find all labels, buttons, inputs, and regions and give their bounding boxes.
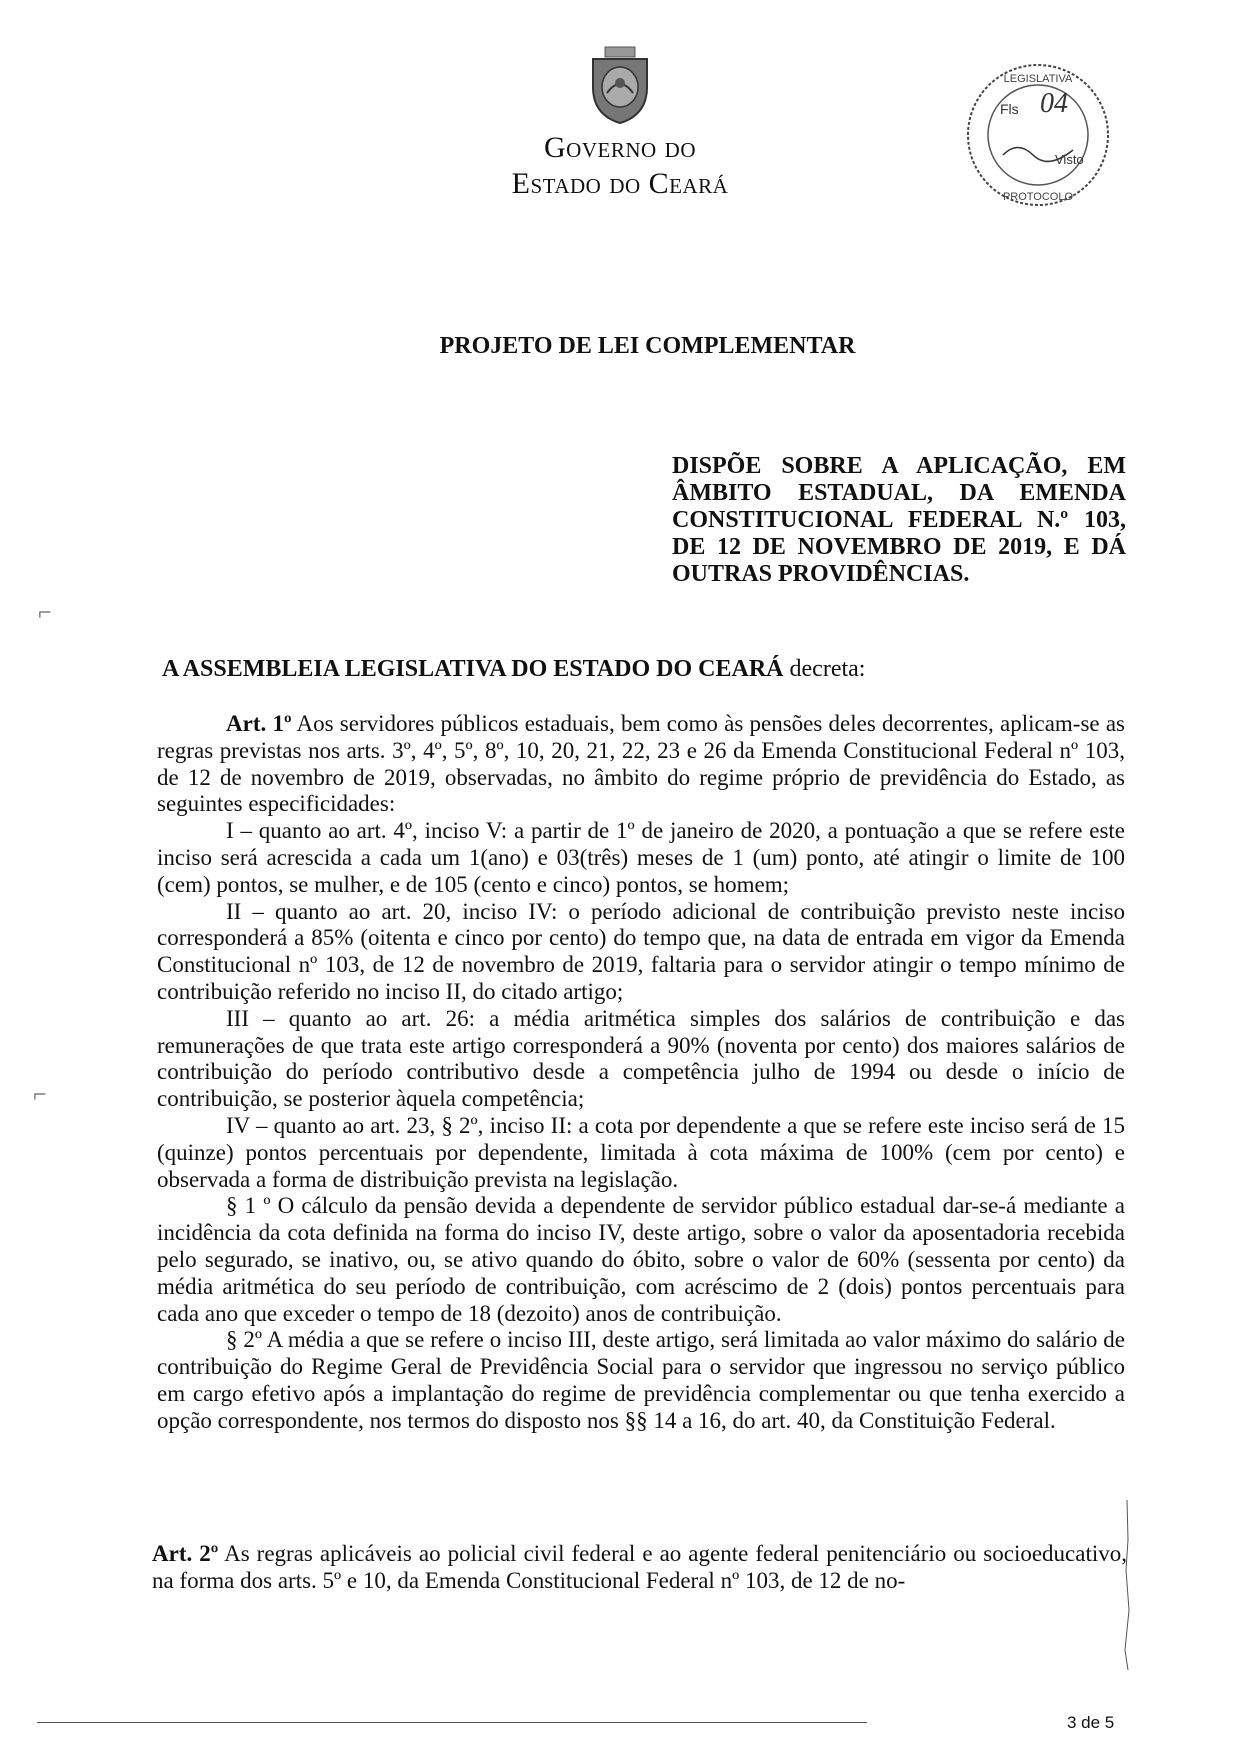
inciso-3: III – quanto ao art. 26: a média aritmética simples dos salários de contribuição e das remunerações de que trata este artigo corresponderá a 90% (noventa por cento) dos maiores salários de contribuição do período contributivo desde a competência julho de 1994 ou desde o início de contribuição, se posterior àquela competência;: [157, 1005, 1125, 1112]
protocol-stamp: [963, 60, 1113, 210]
decree-verb: decreta:: [783, 656, 866, 682]
margin-mark-2: ⌐: [33, 1082, 47, 1108]
article-2-caput: [152, 1540, 1127, 1594]
stamp-page-number: 04: [1040, 88, 1068, 119]
article-1: [157, 711, 1125, 1435]
article-2-label: Art. 2º: [152, 1541, 219, 1566]
article-1-caput: [157, 711, 1125, 818]
state-crest-icon: [585, 45, 655, 125]
inciso-2: II – quanto ao art. 20, inciso IV: o período adicional de contribuição previsto neste inciso corresponderá a 85% (oitenta e cinco por cento) do tempo que, na data de entrada em vigor da Emenda Constitucional nº 103, de 12 de novembro de 2019, faltaria para o servidor atingir o tempo mínimo de contribuição referido no inciso II, do citado artigo;: [157, 898, 1125, 1004]
page-number: 3 de 5: [1067, 1713, 1115, 1732]
document-summary: DISPÕE SOBRE A APLICAÇÃO, EM ÂMBITO ESTADUAL, DA EMENDA CONSTITUCIONAL FEDERAL N.º 103, DE 12 DE NOVEMBRO DE 2019, E DÁ OUTRAS PROVIDÊNCIAS.: [672, 453, 1126, 587]
stamp-visto-label: Visto: [1055, 152, 1084, 167]
decree-authority: A ASSEMBLEIA LEGISLATIVA DO ESTADO DO CEARÁ: [162, 656, 784, 682]
article-1-text: Aos servidores públicos estaduais, bem como às pensões deles decorrentes, aplicam-se as regras previstas nos arts. 3º, 4º, 5º, 8º, 10, 20, 21, 22, 23 e 26 da Emenda Constitucional Federal nº 103, de 12 de novembro de 2019, observadas, no âmbito do regime próprio de previdência do Estado, as seguintes especificidades:: [157, 711, 1125, 817]
government-name-line1: Governo do: [544, 131, 696, 164]
government-name-line2: Estado do Ceará: [511, 167, 729, 200]
article-2: [152, 1540, 1127, 1594]
svg-text:LEGISLATIVA: LEGISLATIVA: [1003, 73, 1073, 85]
stamp-fls-label: Fls: [1000, 101, 1019, 117]
paragraph-1: § 1 º O cálculo da pensão devida a dependente de servidor público estadual dar-se-á mediante a incidência da cota definida na forma do inciso IV, deste artigo, sobre o valor da aposentadoria recebida pelo segurado, se inativo, ou, se ativo quando do óbito, sobre o valor de 60% (sessenta por cento) da média aritmética do seu período de contribuição, com acréscimo de 2 (dois) pontos percentuais para cada ano que exceder o tempo de 18 (dezoito) anos de contribuição.: [157, 1193, 1125, 1326]
article-2-text: As regras aplicáveis ao policial civil federal e ao agente federal penitenciário ou socioeducativo, na forma dos arts. 5º e 10, da Emenda Constitucional Federal nº 103, de 12 de no-: [152, 1541, 1127, 1593]
inciso-4: IV – quanto ao art. 23, § 2º, inciso II: a cota por dependente a que se refere este inciso será de 15 (quinze) pontos percentuais por dependente, limitada à cota máxima de 100% (cem por cento) e observada a forma de distribuição prevista na legislação.: [157, 1112, 1125, 1192]
paragraph-2: § 2º A média a que se refere o inciso III, deste artigo, será limitada ao valor máximo do salário de contribuição do Regime Geral de Previdência Social para o servidor que ingressou no serviço público em cargo efetivo após a implantação do regime de previdência complementar ou que tenha exercido a opção correspondente, nos termos do disposto nos §§ 14 a 16, do art. 40, da Constituição Federal.: [157, 1327, 1125, 1433]
margin-mark-1: ⌐: [38, 600, 52, 626]
margin-scribble: [1122, 1500, 1124, 1670]
inciso-1: I – quanto ao art. 4º, inciso V: a partir de 1º de janeiro de 2020, a pontuação a que se refere este inciso será acrescida a cada um 1(ano) e 03(três) meses de 1 (um) ponto, até atingir o limite de 100 (cem) pontos, se mulher, e de 105 (cento e cinco) pontos, se homem;: [157, 818, 1125, 897]
document-title: PROJETO DE LEI COMPLEMENTAR: [439, 333, 856, 359]
article-1-label: Art. 1º: [226, 711, 292, 736]
footer-rule: [37, 1722, 867, 1723]
decree-line: [162, 656, 865, 683]
svg-text:PROTOCOLO: PROTOCOLO: [1002, 191, 1074, 203]
